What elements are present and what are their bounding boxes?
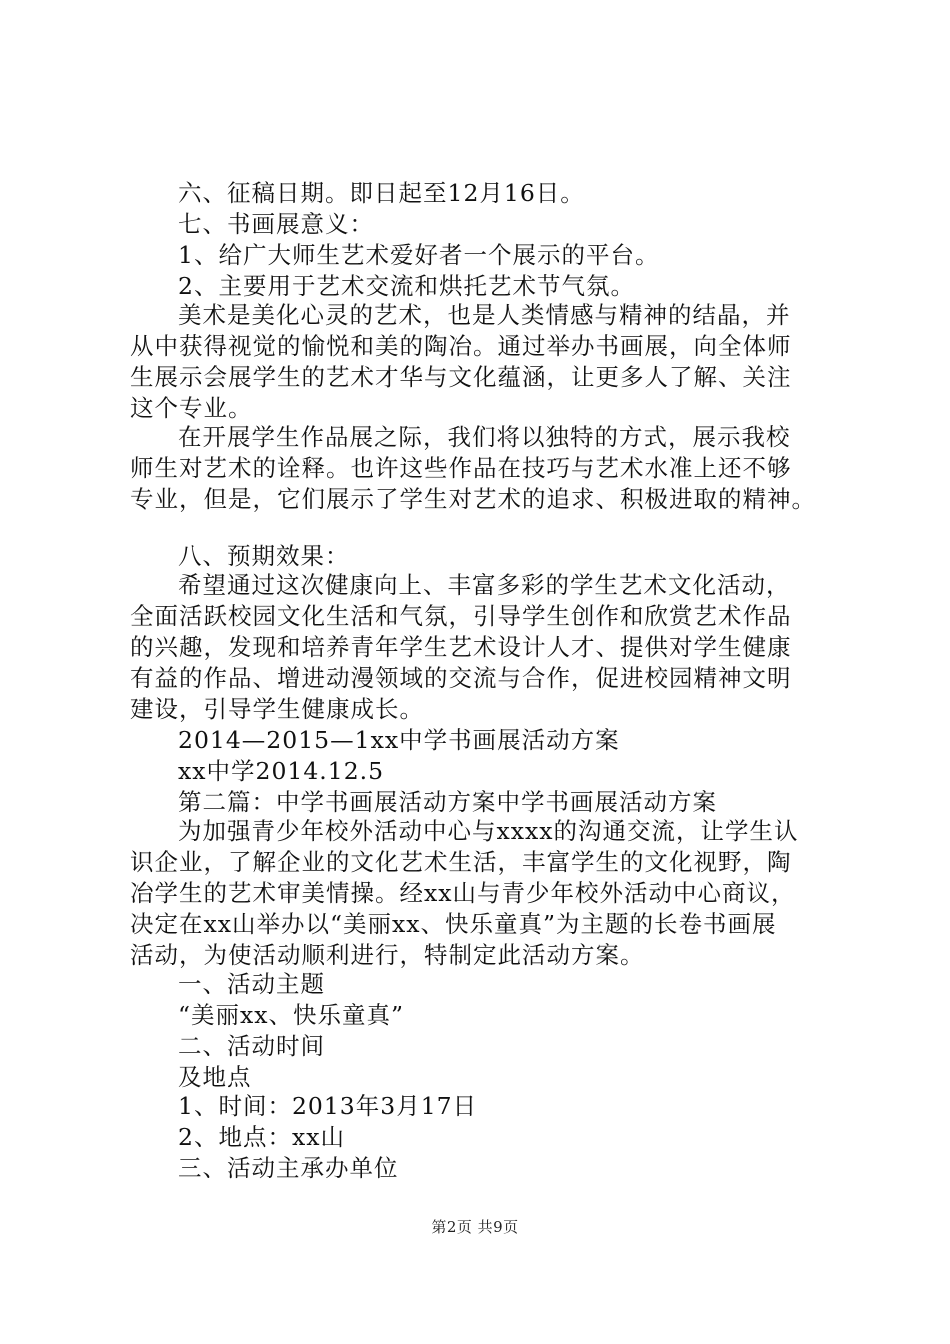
text-line: xx中学2014.12.5 (178, 757, 385, 785)
text-line: 全面活跃校园文化生活和气氛，引导学生创作和欣赏艺术作品 (130, 602, 792, 630)
text-line: 从中获得视觉的愉悦和美的陶冶。通过举办书画展，向全体师 (130, 332, 792, 360)
text-line: 及地点 (178, 1063, 252, 1091)
page-footer: 第2页 共9页 (431, 1218, 519, 1236)
text-line: 第二篇：中学书画展活动方案中学书画展活动方案 (178, 788, 717, 816)
text-line: 有益的作品、增进动漫领域的交流与合作，促进校园精神文明 (130, 664, 792, 692)
text-line: 希望通过这次健康向上、丰富多彩的学生艺术文化活动， (178, 571, 791, 599)
text-line: 2014—2015—1xx中学书画展活动方案 (178, 726, 620, 754)
text-line: 决定在xx山举办以“美丽xx、快乐童真”为主题的长卷书画展 (130, 910, 777, 938)
text-line: 为加强青少年校外活动中心与xxxx的沟通交流，让学生认 (178, 817, 799, 845)
text-line: 2、主要用于艺术交流和烘托艺术节气氛。 (178, 272, 635, 300)
text-line: 专业，但是，它们展示了学生对艺术的追求、积极进取的精神。 (130, 485, 816, 513)
text-line: 建设，引导学生健康成长。 (130, 695, 424, 723)
text-line: “美丽xx、快乐童真” (178, 1001, 405, 1029)
text-line: 2、地点：xx山 (178, 1123, 345, 1151)
text-line: 七、书画展意义： (178, 210, 374, 238)
text-line: 六、征稿日期。即日起至12月16日。 (178, 179, 585, 207)
text-line: 识企业，了解企业的文化艺术生活，丰富学生的文化视野，陶 (130, 848, 792, 876)
text-line: 二、活动时间 (178, 1032, 325, 1060)
text-line: 师生对艺术的诠释。也许这些作品在技巧与艺术水准上还不够 (130, 454, 792, 482)
text-line: 一、活动主题 (178, 970, 325, 998)
text-line: 活动，为使活动顺利进行，特制定此活动方案。 (130, 941, 645, 969)
text-line: 的兴趣，发现和培养青年学生艺术设计人才、提供对学生健康 (130, 633, 792, 661)
text-line: 生展示会展学生的艺术才华与文化蕴涵，让更多人了解、关注 (130, 363, 792, 391)
text-line: 1、给广大师生艺术爱好者一个展示的平台。 (178, 241, 660, 269)
text-line: 三、活动主承办单位 (178, 1154, 399, 1182)
text-line: 冶学生的艺术审美情操。经xx山与青少年校外活动中心商议， (130, 879, 796, 907)
text-line: 1、时间：2013年3月17日 (178, 1092, 478, 1120)
text-line: 美术是美化心灵的艺术，也是人类情感与精神的结晶，并 (178, 301, 791, 329)
text-line: 在开展学生作品展之际，我们将以独特的方式，展示我校 (178, 423, 791, 451)
text-line: 八、预期效果： (178, 542, 350, 570)
text-line: 这个专业。 (130, 394, 253, 422)
